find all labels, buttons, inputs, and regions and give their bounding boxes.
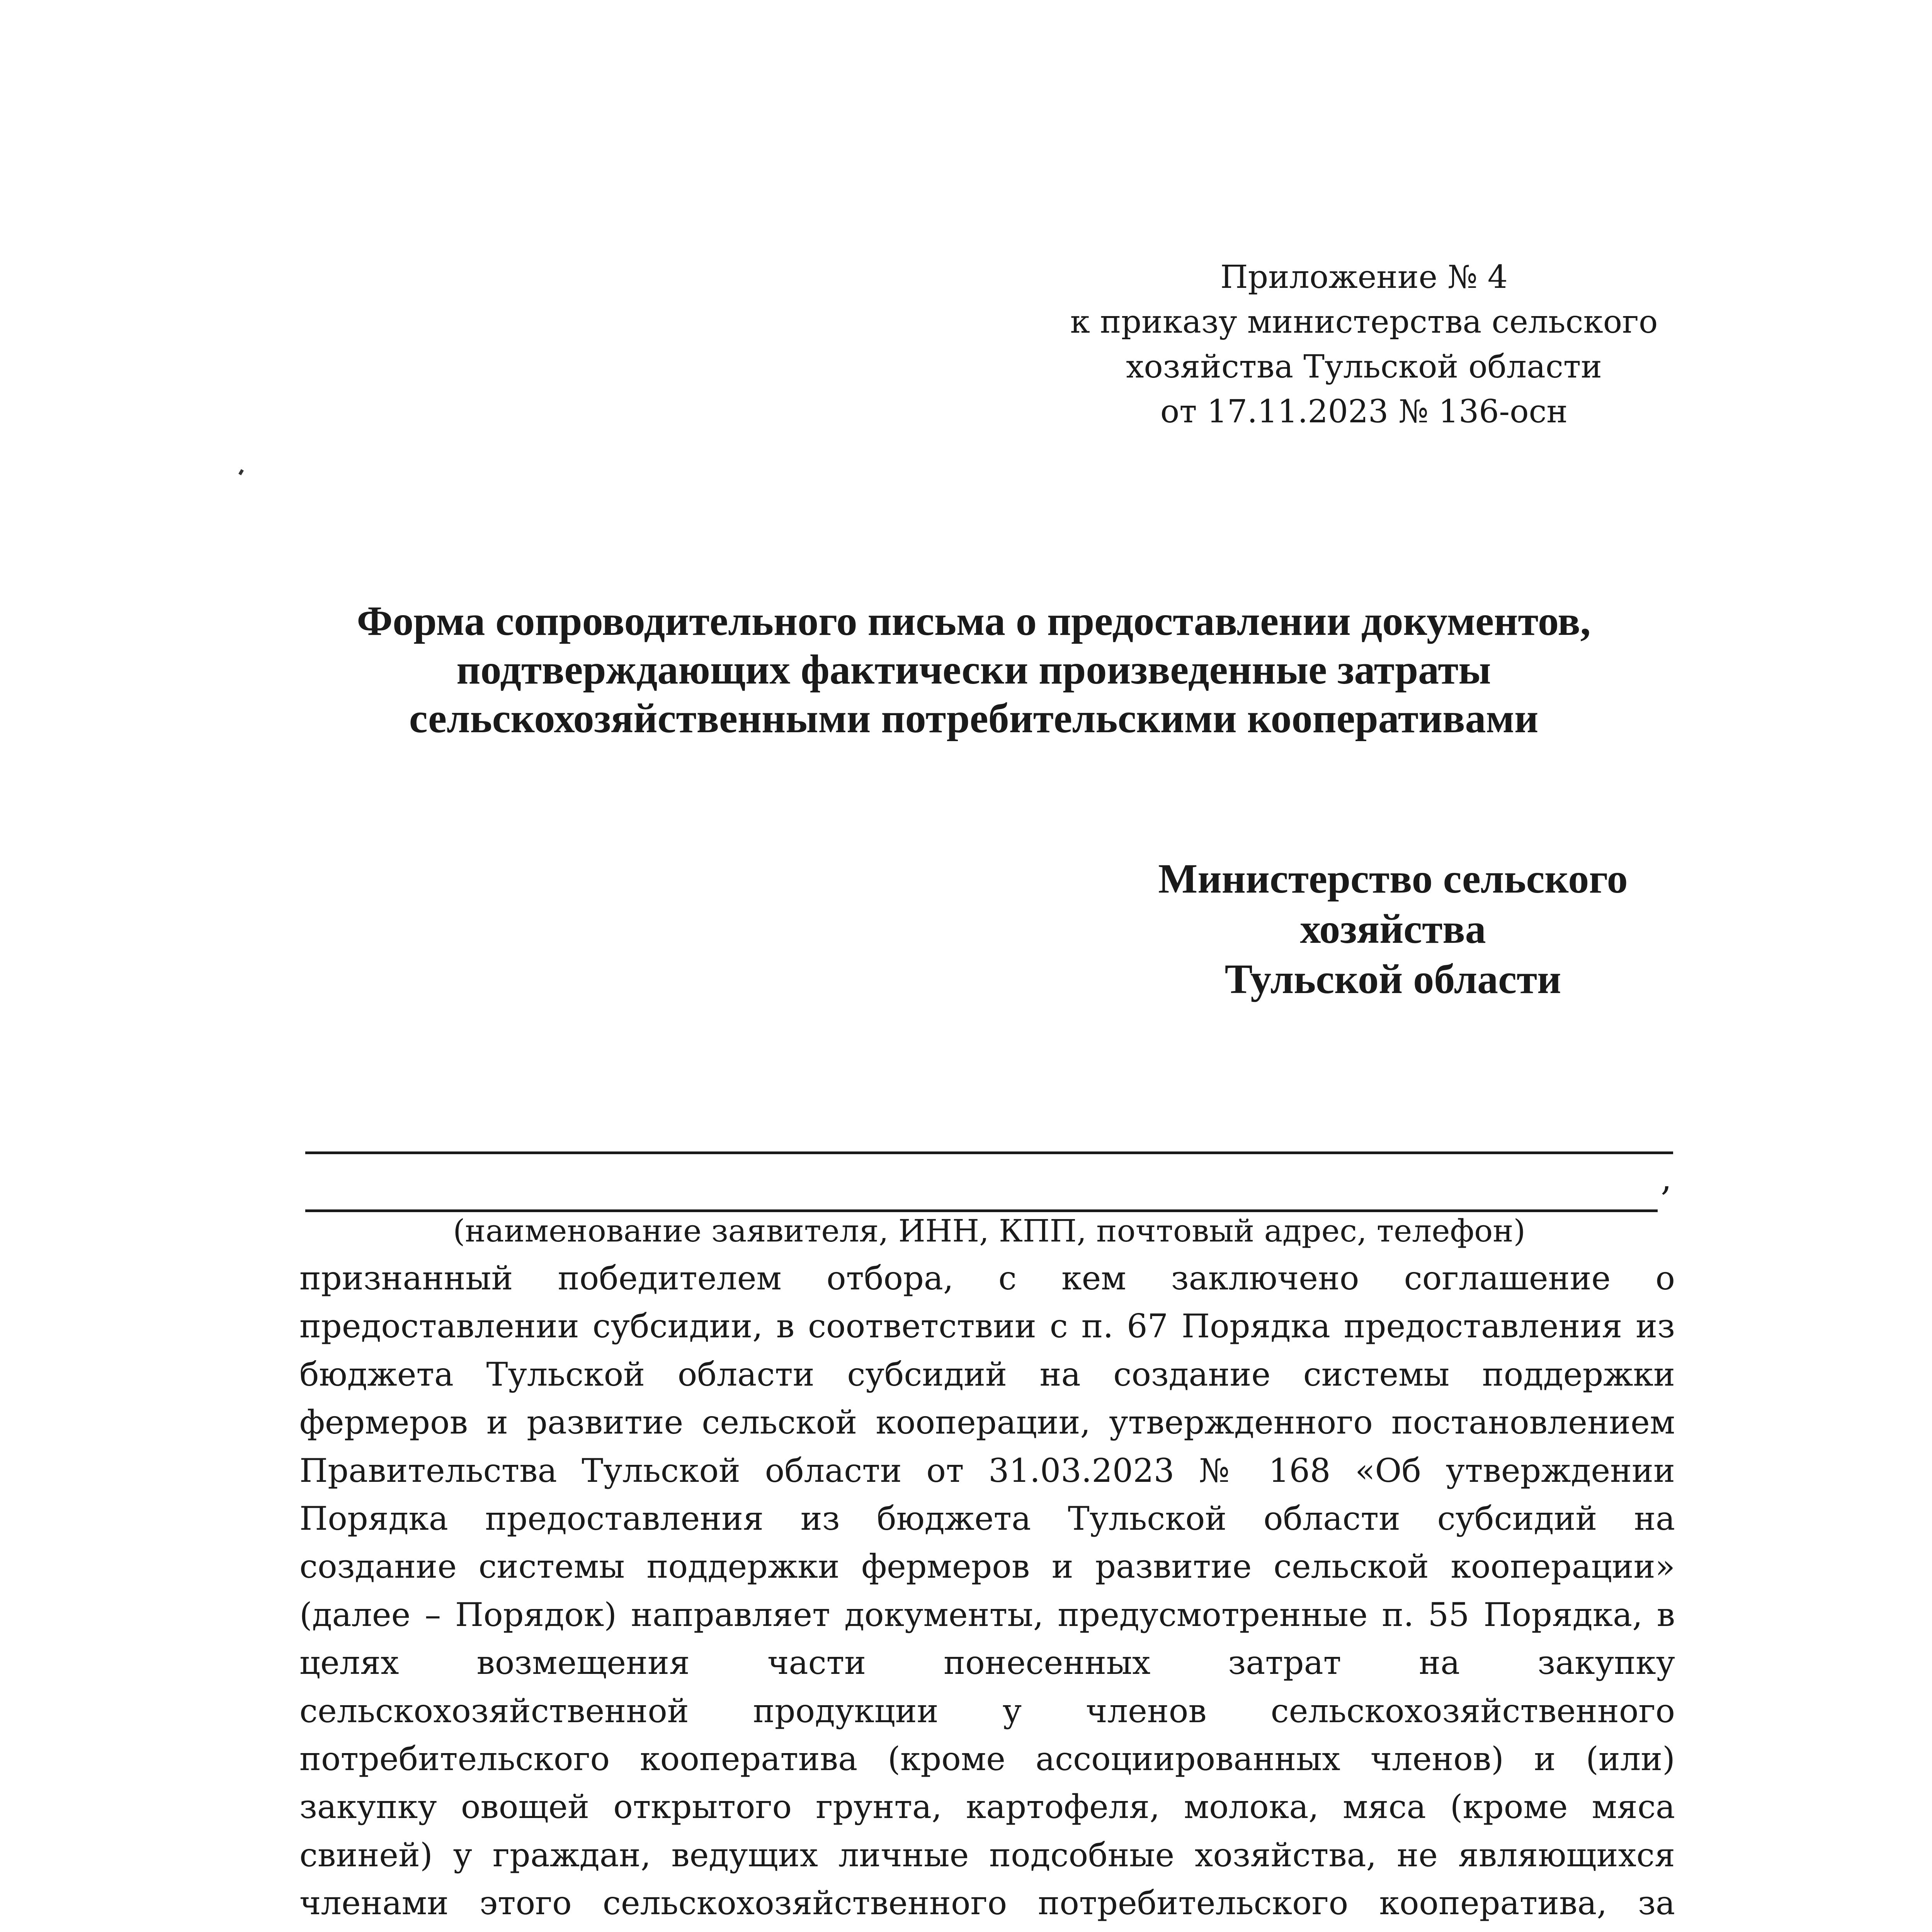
period-line-start: [299, 1927, 547, 1932]
applicant-caption: (наименование заявителя, ИНН, КПП, почтовый адрес, телефон): [453, 1213, 1526, 1249]
body-line: фермеров и развитие сельской кооперации, утвержденного постановлением: [299, 1403, 1675, 1442]
body-line: (далее – Порядок) направляет документы, предусмотренные п. 55 Порядка, в: [299, 1595, 1675, 1634]
appendix-date-line: от 17.11.2023 № 136-осн: [1160, 393, 1568, 430]
period-year-end: [1358, 1927, 1446, 1932]
document-title: [247, 597, 1700, 743]
body-line: закупку овощей открытого грунта, картофеля, молока, мяса (кроме мяса: [299, 1788, 1675, 1826]
title-line: Форма сопроводительного письма о предоставлении документов,: [357, 598, 1591, 644]
period-line: [299, 1927, 1675, 1932]
body-line: целях возмещения части понесенных затрат на закупку: [299, 1644, 1675, 1682]
body-line: членами этого сельскохозяйственного потребительского кооператива, за: [299, 1884, 1675, 1922]
appendix-ministry-line: хозяйства Тульской области: [1126, 349, 1602, 385]
appendix-order-line: к приказу министерства сельского: [1070, 304, 1658, 340]
body-line: сельскохозяйственной продукции у членов сельскохозяйственного: [299, 1692, 1675, 1730]
addressee-block: [1113, 854, 1673, 1005]
body-line: предоставлении субсидии, в соответствии с п. 67 Порядка предоставления из: [299, 1307, 1675, 1345]
body-line: Правительства Тульской области от 31.03.2023 № 168 «Об утверждении: [299, 1451, 1675, 1490]
body-line: потребительского кооператива (кроме ассоциированных членов) и (или): [299, 1740, 1675, 1778]
body-line: свиней) у граждан, ведущих личные подсобные хозяйства, не являющихся: [299, 1836, 1675, 1874]
period-year-start: [832, 1927, 920, 1932]
title-line: подтверждающих фактически произведенные затраты: [456, 647, 1491, 693]
applicant-comma: ,: [1661, 1158, 1672, 1199]
body-line: Порядка предоставления из бюджета Тульской области субсидий на: [299, 1499, 1675, 1537]
period-to-label: [957, 1927, 1036, 1932]
appendix-number: Приложение № 4: [1220, 259, 1508, 296]
title-line: сельскохозяйственными потребительскими кооперативами: [409, 696, 1539, 742]
appendix-block: [1051, 255, 1677, 434]
period-agreement-label: [1483, 1927, 1675, 1932]
body-line: создание системы поддержки фермеров и развитие сельской кооперации»: [299, 1548, 1675, 1586]
body-line: бюджета Тульской области субсидий на создание системы поддержки: [299, 1355, 1675, 1393]
addressee-line: хозяйства: [1300, 906, 1486, 952]
applicant-blank-line-1: [305, 1151, 1673, 1154]
body-paragraph: [299, 1254, 1675, 1932]
scan-speck: [238, 469, 244, 475]
addressee-line: Тульской области: [1225, 956, 1561, 1002]
addressee-line: Министерство сельского: [1158, 856, 1628, 902]
body-line: признанный победителем отбора, с кем заключено соглашение о: [299, 1259, 1675, 1297]
